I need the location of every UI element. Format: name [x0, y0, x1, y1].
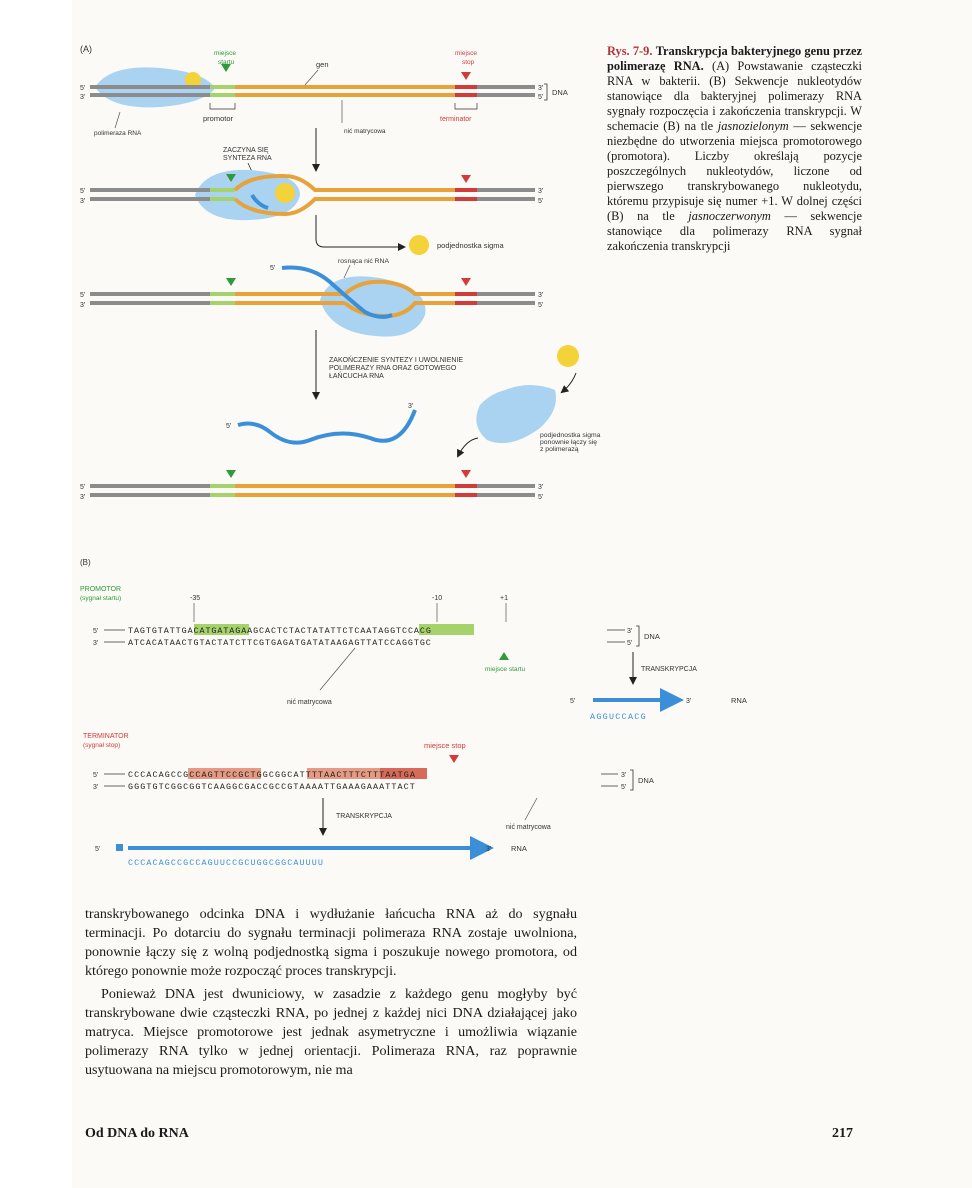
- stop-arrow-icon: [461, 72, 471, 80]
- svg-text:(sygnał stop): (sygnał stop): [83, 742, 121, 749]
- svg-text:5': 5': [570, 698, 576, 705]
- svg-text:5': 5': [80, 85, 86, 92]
- svg-text:3': 3': [93, 640, 99, 647]
- dna-row-3: [80, 265, 543, 337]
- svg-text:3': 3': [80, 302, 86, 309]
- svg-text:5': 5': [538, 302, 544, 309]
- terminator-top-strand: CCCACAGCCGCCAGTTCCGCTGGCGGCATTTTAACTTTCTTTAATGA: [128, 770, 416, 780]
- svg-text:3': 3': [538, 484, 544, 491]
- svg-text:3': 3': [538, 188, 544, 195]
- svg-text:5': 5': [80, 484, 86, 491]
- svg-text:podjednostka sigma: podjednostka sigma: [437, 241, 504, 250]
- svg-text:gen: gen: [316, 60, 329, 69]
- svg-text:-35: -35: [190, 595, 201, 602]
- promoter-bottom-strand: ATCACATAACTGTACTATCTTCGTGAGATGATATAAGAGTTATCCAGGTGC: [128, 638, 432, 648]
- svg-text:3': 3': [621, 772, 627, 779]
- svg-text:RNA: RNA: [511, 844, 527, 853]
- panel-b-label: (B): [80, 558, 91, 567]
- svg-text:TRANSKRYPCJA: TRANSKRYPCJA: [336, 813, 392, 820]
- svg-text:ponownie łączy się: ponownie łączy się: [540, 439, 598, 446]
- svg-text:3': 3': [686, 698, 692, 705]
- svg-text:3': 3': [80, 94, 86, 101]
- dna-row-2: [80, 170, 543, 220]
- svg-text:ZACZYNA SIĘ: ZACZYNA SIĘ: [223, 147, 269, 154]
- dna-row-4: [80, 470, 543, 501]
- svg-text:3': 3': [538, 292, 544, 299]
- svg-text:5': 5': [93, 772, 99, 779]
- svg-text:DNA: DNA: [552, 88, 568, 97]
- svg-text:DNA: DNA: [638, 776, 654, 785]
- svg-text:5': 5': [226, 423, 232, 430]
- body-text: [85, 905, 577, 1084]
- svg-text:terminator: terminator: [440, 116, 472, 123]
- running-footer-title: Od DNA do RNA: [85, 1126, 189, 1141]
- svg-text:RNA: RNA: [731, 696, 747, 705]
- start-site-icon: [499, 652, 509, 660]
- svg-text:3': 3': [80, 494, 86, 501]
- svg-text:promotor: promotor: [203, 114, 234, 123]
- svg-text:polimeraza RNA: polimeraza RNA: [94, 130, 142, 137]
- svg-text:5': 5': [538, 94, 544, 101]
- svg-text:-10: -10: [432, 595, 443, 602]
- svg-text:nić matrycowa: nić matrycowa: [506, 824, 551, 831]
- stop-site-label: miejsce: [455, 50, 478, 57]
- svg-text:PROMOTOR: PROMOTOR: [80, 586, 122, 593]
- svg-text:+1: +1: [500, 595, 508, 602]
- svg-text:z polimerazą: z polimerazą: [540, 446, 579, 453]
- svg-text:5': 5': [270, 265, 276, 272]
- svg-text:nić matrycowa: nić matrycowa: [287, 699, 332, 706]
- terminator-bottom-strand: GGGTGTCGGCGGTCAAGGCGACCGCCGTAAAATTGAAAGAAATTACT: [128, 782, 416, 792]
- stop-site-icon: [449, 755, 459, 763]
- figure-caption: Rys. 7-9. Transkrypcja bakteryjnego genu przez polimerazę RNA. (A) Powstawanie cząsteczki RNA w bakterii. (B) Sekwencje nukleotydów stanowiące dla bakteryjnej polimerazy RNA sygnały rozpoczęcia i zakończenia transkrypcji. W schemacie (B) na tle jasnozielonym — sekwencje niezbędne do utworzenia miejsca promotorowego (promotora). Liczby określają pozycje poszczególnych nukleotydów, liczone od pierwszego transkrybowanego nukleotydu, któremu przypisuje się numer +1. W dolnej części (B) na tle jasnoczerwonym — sekwencje stanowiące dla polimerazy RNA sygnał zakończenia transkrypcji: [607, 44, 863, 253]
- svg-text:ŁAŃCUCHA RNA: ŁAŃCUCHA RNA: [329, 373, 384, 380]
- svg-text:3': 3': [627, 628, 633, 635]
- svg-text:3': 3': [93, 784, 99, 791]
- svg-text:DNA: DNA: [644, 632, 660, 641]
- svg-text:(sygnał startu): (sygnał startu): [80, 595, 122, 602]
- dna-row-1: [0, 0, 568, 137]
- panel-a-label: (A): [80, 44, 92, 54]
- finished-rna-chain: [238, 410, 415, 443]
- svg-text:miejsce: miejsce: [214, 50, 237, 57]
- svg-text:SYNTEZA RNA: SYNTEZA RNA: [223, 155, 272, 162]
- svg-text:POLIMERAZY RNA ORAZ GOTOWEGO: POLIMERAZY RNA ORAZ GOTOWEGO: [329, 365, 457, 372]
- svg-text:CCCACAGCCGCCAGUUCCGCUGGCGGCAUU: CCCACAGCCGCCAGUUCCGCUGGCGGCAUUUU: [128, 858, 325, 868]
- paragraph: transkrybowanego odcinka DNA i wydłużanie łańcucha RNA aż do sygnału terminacji. Po dotarciu do sygnału terminacji polimeraza RNA zostaje uwolniona, ponownie łączy się z wolną podjednostką sigma i poszukuje nowego promotora, od którego ponownie może rozpocząć proces transkrypcji.: [85, 906, 577, 979]
- svg-text:miejsce startu: miejsce startu: [485, 666, 526, 673]
- svg-text:AGGUCCACG: AGGUCCACG: [590, 712, 647, 722]
- svg-text:5': 5': [627, 640, 633, 647]
- page-number: 217: [832, 1126, 853, 1141]
- svg-text:TERMINATOR: TERMINATOR: [83, 733, 129, 740]
- svg-text:5': 5': [621, 784, 627, 791]
- svg-text:nić matrycowa: nić matrycowa: [344, 128, 386, 135]
- svg-text:stop: stop: [462, 59, 475, 66]
- svg-text:5': 5': [538, 198, 544, 205]
- svg-text:3': 3': [486, 846, 492, 853]
- svg-text:5': 5': [80, 188, 86, 195]
- svg-text:miejsce stop: miejsce stop: [424, 741, 466, 750]
- svg-text:3': 3': [538, 85, 544, 92]
- svg-text:5': 5': [80, 292, 86, 299]
- released-sigma-subunit: [409, 235, 429, 255]
- svg-text:startu: startu: [218, 59, 235, 66]
- svg-text:5': 5': [93, 628, 99, 635]
- svg-text:5': 5': [538, 494, 544, 501]
- svg-text:5': 5': [95, 846, 101, 853]
- svg-text:podjednostka sigma: podjednostka sigma: [540, 432, 601, 439]
- svg-text:3': 3': [80, 198, 86, 205]
- svg-text:ZAKOŃCZENIE SYNTEZY I UWOLNIEN: ZAKOŃCZENIE SYNTEZY I UWOLNIENIE: [329, 357, 464, 364]
- paragraph: Ponieważ DNA jest dwuniciowy, w zasadzie z każdego genu mogłyby być transkrybowane dwie cząsteczki RNA, po jednej z każdej nici DNA działającej jako matryca. Miejsce promotorowe jest jednak asymetryczne i umożliwia wiązanie polimerazy RNA tylko w jednej orientacji. Polimeraza RNA, raz poprawnie usytuowana na miejscu promotorowym, nie ma: [85, 986, 577, 1078]
- promoter-top-strand: TAGTGTATTGACATGATAGAAGCACTCTACTATATTCTCAATAGGTCCACG: [128, 626, 432, 636]
- svg-text:TRANSKRYPCJA: TRANSKRYPCJA: [641, 666, 697, 673]
- svg-text:rosnąca nić RNA: rosnąca nić RNA: [338, 258, 389, 265]
- svg-text:3': 3': [408, 403, 414, 410]
